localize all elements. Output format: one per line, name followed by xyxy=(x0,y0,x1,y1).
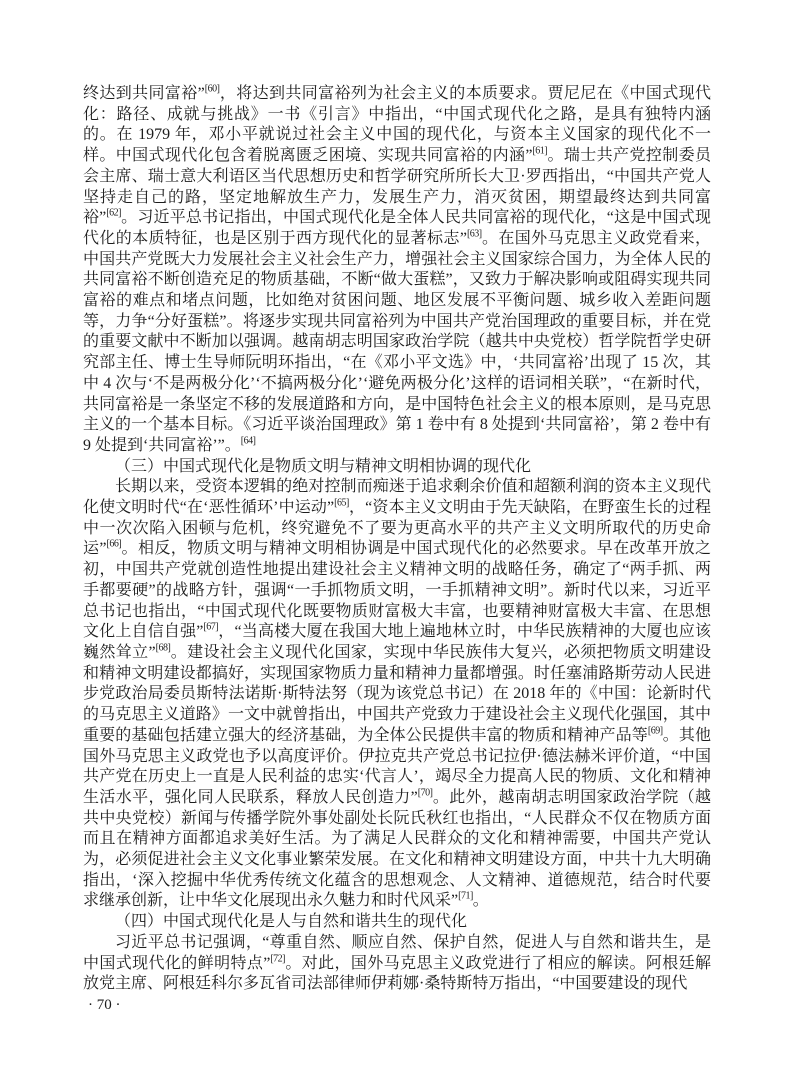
citation-marker: [71] xyxy=(458,891,473,903)
citation-marker: [65] xyxy=(334,497,349,509)
paragraph: 长期以来，受资本逻辑的绝对控制而痴迷于追求剩余价值和超额利润的资本主义现代化使文明时代“在‘恶性循环’中运动”[65]，“资本主义文明由于先天缺陷，在野蛮生长的过程中一次次陷入困顿与危机，终究避免不了要为更高水平的共产主义文明所取代的历史命运”[66]。相反，物质文明与精神文明相协调是中国式现代化的必然要求。早在改革开放之初，中国共产党就创造性地提出建设社会主义精神文明的战略任务，确定了“两手抓、两手都要硬”的战略方针，强调“一手抓物质文明，一手抓精神文明”。新时代以来，习近平总书记也指出，“中国式现代化既要物质财富极大丰富，也要精神财富极大丰富、在思想文化上自信自强”[67]，“当高楼大厦在我国大地上遍地林立时，中华民族精神的大厦也应该巍然耸立”[68]。建设社会主义现代化国家，实现中华民族伟大复兴，必须把物质文明建设和精神文明建设都搞好，实现国家物质力量和精神力量都增强。时任塞浦路斯劳动人民进步党政治局委员斯特法诺斯·斯特法努（现为该党总书记）在 2018 年的《中国：论新时代的马克思主义道路》一文中就曾指出，中国共产党致力于建设社会主义现代化强国，其中重要的基础包括建立强大的经济基础，为全体公民提供丰富的物质和精神产品等[69]。其他国外马克思主义政党也予以高度评价。伊拉克共产党总书记拉伊·德法赫米评价道，“中国共产党在历史上一直是人民利益的忠实‘代言人’，竭尽全力提高人民的物质、文化和精神生活水平，强化同人民联系，释放人民创造力”[70]。此外，越南胡志明国家政治学院（越共中央党校）新闻与传播学院外事处副处长阮氏秋红也指出，“人民群众不仅在物质方面而且在精神方面都追求美好生活。为了满足人民群众的文化和精神需要，中国共产党认为，必须促进社会主义文化事业繁荣发展。在文化和精神文明建设方面，中共十九大明确指出，‘深入挖掘中华优秀传统文化蕴含的思想观念、人文精神、道德规范，结合时代要求继承创新，让中华文化展现出永久魅力和时代风采”[71]。 xyxy=(83,478,711,910)
section-heading: （三）中国式现代化是物质文明与精神文明相协调的现代化 xyxy=(115,457,532,475)
text-block xyxy=(83,84,711,995)
citation-marker: [66] xyxy=(106,539,122,551)
page-number: · 70 · xyxy=(88,997,121,1013)
citation-marker: [68] xyxy=(155,642,171,654)
paragraph: 终达到共同富裕”[60]，将达到共同富裕列为社会主义的本质要求。贾尼尼在《中国式现代化：路径、成就与挑战》一书《引言》中指出，“中国式现代化之路，是具有独特内涵的。在 1979 年，邓小平就说过社会主义中国的现代化，与资本主义国家的现代化不一样。中国式现代化包含着脱离匮乏困境、实现共同富裕的内涵”[61]。瑞士共产党控制委员会主席、瑞士意大利语区当代思想历史和哲学研究所所长大卫·罗西指出，“中国共产党人坚持走自己的路，坚定地解放生产力，发展生产力，消灭贫困，期望最终达到共同富裕”[62]。习近平总书记指出，中国式现代化是全体人民共同富裕的现代化，“这是中国式现代化的本质特征，也是区别于西方现代化的显著标志”[63]。在国外马克思主义政党看来，中国共产党既大力发展社会主义社会生产力，增强社会主义国家综合国力，为全体人民的共同富裕不断创造充足的物质基础，不断“做大蛋糕”，又致力于解决影响或阻碍实现共同富裕的难点和堵点问题，比如绝对贫困问题、地区发展不平衡问题、城乡收入差距问题等，力争“分好蛋糕”。将逐步实现共同富裕列为中国共产党治国理政的重要目标，并在党的重要文献中不断加以强调。越南胡志明国家政治学院（越共中央党校）哲学院哲学史研究部主任、博士生导师阮明环指出，“在《邓小平文选》中，‘共同富裕’出现了 15 次，其中 4 次与‘不是两极分化’‘不搞两极分化’‘避免两极分化’这样的语词相关联”，“在新时代，共同富裕是一条坚定不移的发展道路和方向，是中国特色社会主义的根本原则，是马克思主义的一个基本目标。《习近平谈治国理政》第 1 卷中有 8 处提到‘共同富裕’，第 2 卷中有 9 处提到‘共同富裕’”。[64] xyxy=(83,83,711,454)
citation-marker: [69] xyxy=(647,725,663,737)
citation-marker: [67] xyxy=(203,621,219,633)
citation-marker: [62] xyxy=(106,207,121,219)
citation-marker: [61] xyxy=(532,145,548,157)
citation-marker: [60] xyxy=(204,83,220,95)
citation-marker: [63] xyxy=(466,228,482,240)
citation-marker: [70] xyxy=(417,787,433,799)
citation-marker: [64] xyxy=(240,435,256,447)
section-heading: （四）中国式现代化是人与自然和谐共生的现代化 xyxy=(115,913,468,931)
citation-marker: [72] xyxy=(270,953,285,965)
paragraph: 习近平总书记强调，“尊重自然、顺应自然、保护自然，促进人与自然和谐共生，是中国式现代化的鲜明特点”[72]。对此，国外马克思主义政党进行了相应的解读。阿根廷解放党主席、阿根廷科尔多瓦省司法部律师伊莉娜·桑特斯特万指出，“中国要建设的现代 xyxy=(83,933,711,993)
